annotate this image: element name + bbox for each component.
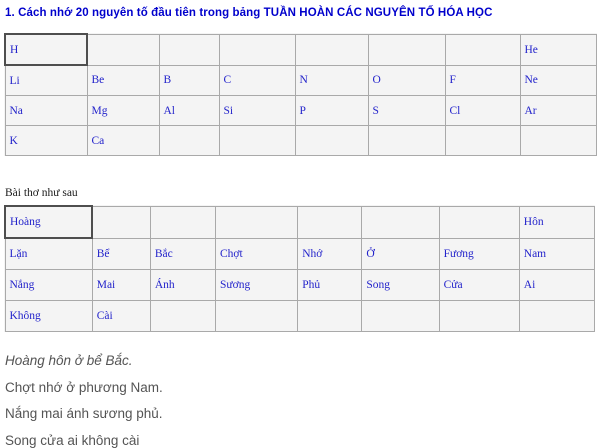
table-cell: F (445, 65, 520, 96)
table-cell: Bắc (150, 238, 215, 270)
table-cell: Cửa (439, 270, 519, 301)
mnemonic-table (4, 205, 595, 332)
table-cell: Mai (92, 270, 150, 301)
table-cell: Bể (92, 238, 150, 270)
table-cell: O (368, 65, 445, 96)
table-cell: Cài (92, 301, 150, 332)
poem (5, 354, 596, 448)
table-cell: He (520, 34, 596, 65)
table-cell: Ca (87, 126, 159, 156)
table-row (5, 126, 596, 156)
table-cell (216, 206, 298, 238)
table-cell: Phủ (298, 270, 362, 301)
page-title: 1. Cách nhớ 20 nguyên tố đầu tiên trong bảng TUẦN HOÀN CÁC NGUYÊN TỐ HÓA HỌC (5, 7, 493, 19)
table-cell: Nắng (5, 270, 92, 301)
table-cell: Fương (439, 238, 519, 270)
table-row (5, 206, 595, 238)
poem-line: Song cửa ai không cài (5, 432, 140, 448)
table-cell: Ở (362, 238, 439, 270)
table-cell (519, 301, 594, 332)
table-cell: B (159, 65, 219, 96)
table-row (5, 34, 596, 65)
table-cell (159, 34, 219, 65)
table-cell: Chợt (216, 238, 298, 270)
table-cell: Ar (520, 96, 596, 126)
table-row (5, 65, 596, 96)
table-cell: Mg (87, 96, 159, 126)
table-cell: Ne (520, 65, 596, 96)
table-cell: S (368, 96, 445, 126)
table-cell: Sương (216, 270, 298, 301)
table-cell (298, 206, 362, 238)
table-cell (219, 126, 295, 156)
table-cell (295, 126, 368, 156)
table-row (5, 301, 595, 332)
table-row (5, 270, 595, 301)
table-cell (445, 126, 520, 156)
table-cell (298, 301, 362, 332)
table-cell (520, 126, 596, 156)
table-cell (216, 301, 298, 332)
table-cell: Li (5, 65, 87, 96)
table-cell (150, 206, 215, 238)
table-cell (362, 301, 439, 332)
table-cell (219, 34, 295, 65)
table-cell (150, 301, 215, 332)
poem-line: Hoàng hôn ở bể Bắc. (5, 353, 133, 368)
table-cell: P (295, 96, 368, 126)
table-cell: Không (5, 301, 92, 332)
table-cell (368, 126, 445, 156)
table-cell: Si (219, 96, 295, 126)
table-cell: Al (159, 96, 219, 126)
table-cell: Be (87, 65, 159, 96)
table-cell: Song (362, 270, 439, 301)
poem-line: Nắng mai ánh sương phủ. (5, 406, 163, 421)
table-cell: Lặn (5, 238, 92, 270)
table-cell: C (219, 65, 295, 96)
table-cell (439, 301, 519, 332)
table-cell: Na (5, 96, 87, 126)
elements-table (4, 33, 597, 156)
table-row (5, 96, 596, 126)
table-cell: N (295, 65, 368, 96)
poem-label: Bài thơ như sau (5, 187, 78, 199)
table-cell: K (5, 126, 87, 156)
poem-line: Chợt nhớ ở phương Nam. (5, 379, 163, 395)
table-cell (439, 206, 519, 238)
table-cell: Hoàng (5, 206, 92, 238)
table-cell: H (5, 34, 87, 65)
table-cell (295, 34, 368, 65)
table-cell: Cl (445, 96, 520, 126)
table-cell (92, 206, 150, 238)
table-cell (362, 206, 439, 238)
table-row (5, 238, 595, 270)
table-cell: Nam (519, 238, 594, 270)
table-cell: Ánh (150, 270, 215, 301)
table-cell (87, 34, 159, 65)
table-cell (159, 126, 219, 156)
table-cell (368, 34, 445, 65)
table-cell: Ai (519, 270, 594, 301)
table-cell: Hôn (519, 206, 594, 238)
table-cell: Nhớ (298, 238, 362, 270)
table-cell (445, 34, 520, 65)
